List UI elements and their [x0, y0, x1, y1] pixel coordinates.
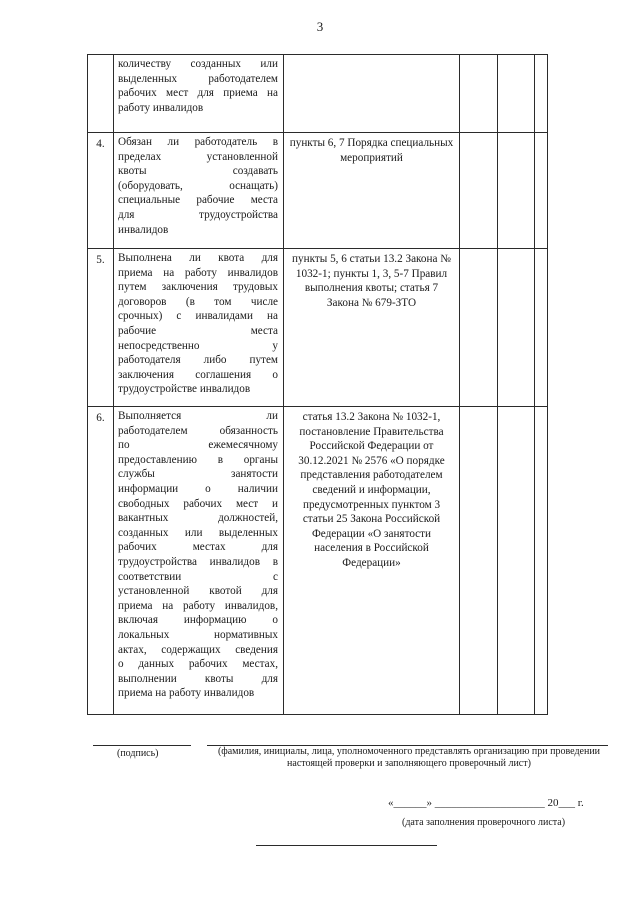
bottom-line — [256, 845, 437, 846]
answer-cell[interactable] — [460, 249, 498, 407]
answer-cell[interactable] — [535, 249, 548, 407]
question-line: соответствии с — [118, 570, 278, 583]
question-line: количеству созданных или — [118, 58, 278, 70]
answer-cell[interactable] — [535, 407, 548, 715]
question-line: актах, содержащих сведения — [118, 643, 278, 656]
fio-caption: (фамилия, инициалы, лица, уполномоченного представлять организацию при проведении настоящей проверки и заполняющего проверочный лист) — [217, 746, 601, 769]
question-line: трудоустройства инвалидов в — [118, 555, 278, 568]
question-line: инвалидов — [118, 223, 169, 236]
date-line: «______» ____________________ 20___ г. — [388, 797, 584, 809]
question-line: Выполнена ли квота для — [118, 252, 278, 264]
row-number: 6. — [88, 407, 114, 715]
question-line: вакантных должностей, — [118, 512, 278, 525]
question-line: путем заключения трудовых — [118, 281, 278, 294]
row-number — [88, 55, 114, 133]
question-line: работу инвалидов — [118, 101, 204, 114]
checklist-row — [88, 249, 548, 407]
answer-cell[interactable] — [460, 407, 498, 715]
reference-cell: пункты 5, 6 статьи 13.2 Закона № 1032-1; пункты 1, 3, 5-7 Правил выполнения квоты; статья 7 Закона № 679-ЗТО — [284, 249, 460, 407]
question-line: работодателя либо путем — [118, 354, 278, 367]
question-cell — [114, 407, 284, 715]
question-line: рабочих мест для приема на — [118, 87, 278, 100]
reference-cell: статья 13.2 Закона № 1032-1, постановление Правительства Российской Федерации от 30.12.2021 № 2576 «О порядке представления работодателем сведений и информации, предусмотренных пунктом 3 статьи 25 Закона Российской Федерации «О занятости населения в Российской Федерации» — [284, 407, 460, 715]
signature-line — [93, 745, 191, 746]
question-line: выполнении квоты для — [118, 672, 278, 685]
question-line: приема на работу инвалидов, — [118, 599, 278, 612]
question-line: непосредственно у — [118, 339, 278, 352]
question-line: Выполняется ли — [118, 410, 278, 422]
question-line: службы занятости — [118, 468, 278, 481]
question-cell — [114, 55, 284, 133]
reference-cell: пункты 6, 7 Порядка специальных мероприятий — [284, 133, 460, 249]
checklist-body — [88, 55, 548, 715]
question-line: Обязан ли работодатель в — [118, 136, 278, 148]
signature-caption: (подпись) — [117, 748, 159, 759]
question-line: о данных рабочих местах, — [118, 658, 278, 671]
question-line: трудоустройстве инвалидов — [118, 383, 251, 396]
question-line: приема на работу инвалидов — [118, 687, 255, 700]
question-line: установленной квотой для — [118, 585, 278, 598]
question-line: для трудоустройства — [118, 208, 278, 221]
date-caption: (дата заполнения проверочного листа) — [402, 817, 566, 828]
question-line: работодателем обязанность — [118, 424, 278, 437]
reference-cell — [284, 55, 460, 133]
question-line: рабочие места — [118, 324, 278, 337]
checklist-table — [87, 54, 548, 715]
question-line: свободных рабочих мест и — [118, 497, 278, 510]
answer-cell[interactable] — [460, 133, 498, 249]
question-line: выделенных работодателем — [118, 72, 278, 85]
row-number: 4. — [88, 133, 114, 249]
checklist-row — [88, 133, 548, 249]
question-line: информации о наличии — [118, 482, 278, 495]
question-cell — [114, 249, 284, 407]
answer-cell[interactable] — [460, 55, 498, 133]
question-line: предоставлению в органы — [118, 453, 278, 466]
question-line: по ежемесячному — [118, 439, 278, 452]
question-line: срочных) с инвалидами на — [118, 310, 278, 323]
question-line: локальных нормативных — [118, 628, 278, 641]
question-line: рабочих местах для — [118, 541, 278, 554]
question-line: договоров (в том числе — [118, 295, 278, 308]
answer-cell[interactable] — [535, 133, 548, 249]
question-line: созданных или выделенных — [118, 526, 278, 539]
question-line: специальные рабочие места — [118, 194, 278, 207]
answer-cell[interactable] — [498, 249, 535, 407]
row-number: 5. — [88, 249, 114, 407]
question-line: приема на работу инвалидов — [118, 266, 278, 279]
question-line: пределах установленной — [118, 150, 278, 163]
checklist-row — [88, 55, 548, 133]
page-number: 3 — [316, 19, 324, 34]
question-cell — [114, 133, 284, 249]
answer-cell[interactable] — [498, 133, 535, 249]
question-line: заключения соглашения о — [118, 368, 278, 381]
answer-cell[interactable] — [535, 55, 548, 133]
answer-cell[interactable] — [498, 407, 535, 715]
answer-cell[interactable] — [498, 55, 535, 133]
checklist-row — [88, 407, 548, 715]
question-line: (оборудовать, оснащать) — [118, 179, 278, 192]
question-line: квоты создавать — [118, 165, 278, 178]
question-line: включая информацию о — [118, 614, 278, 627]
